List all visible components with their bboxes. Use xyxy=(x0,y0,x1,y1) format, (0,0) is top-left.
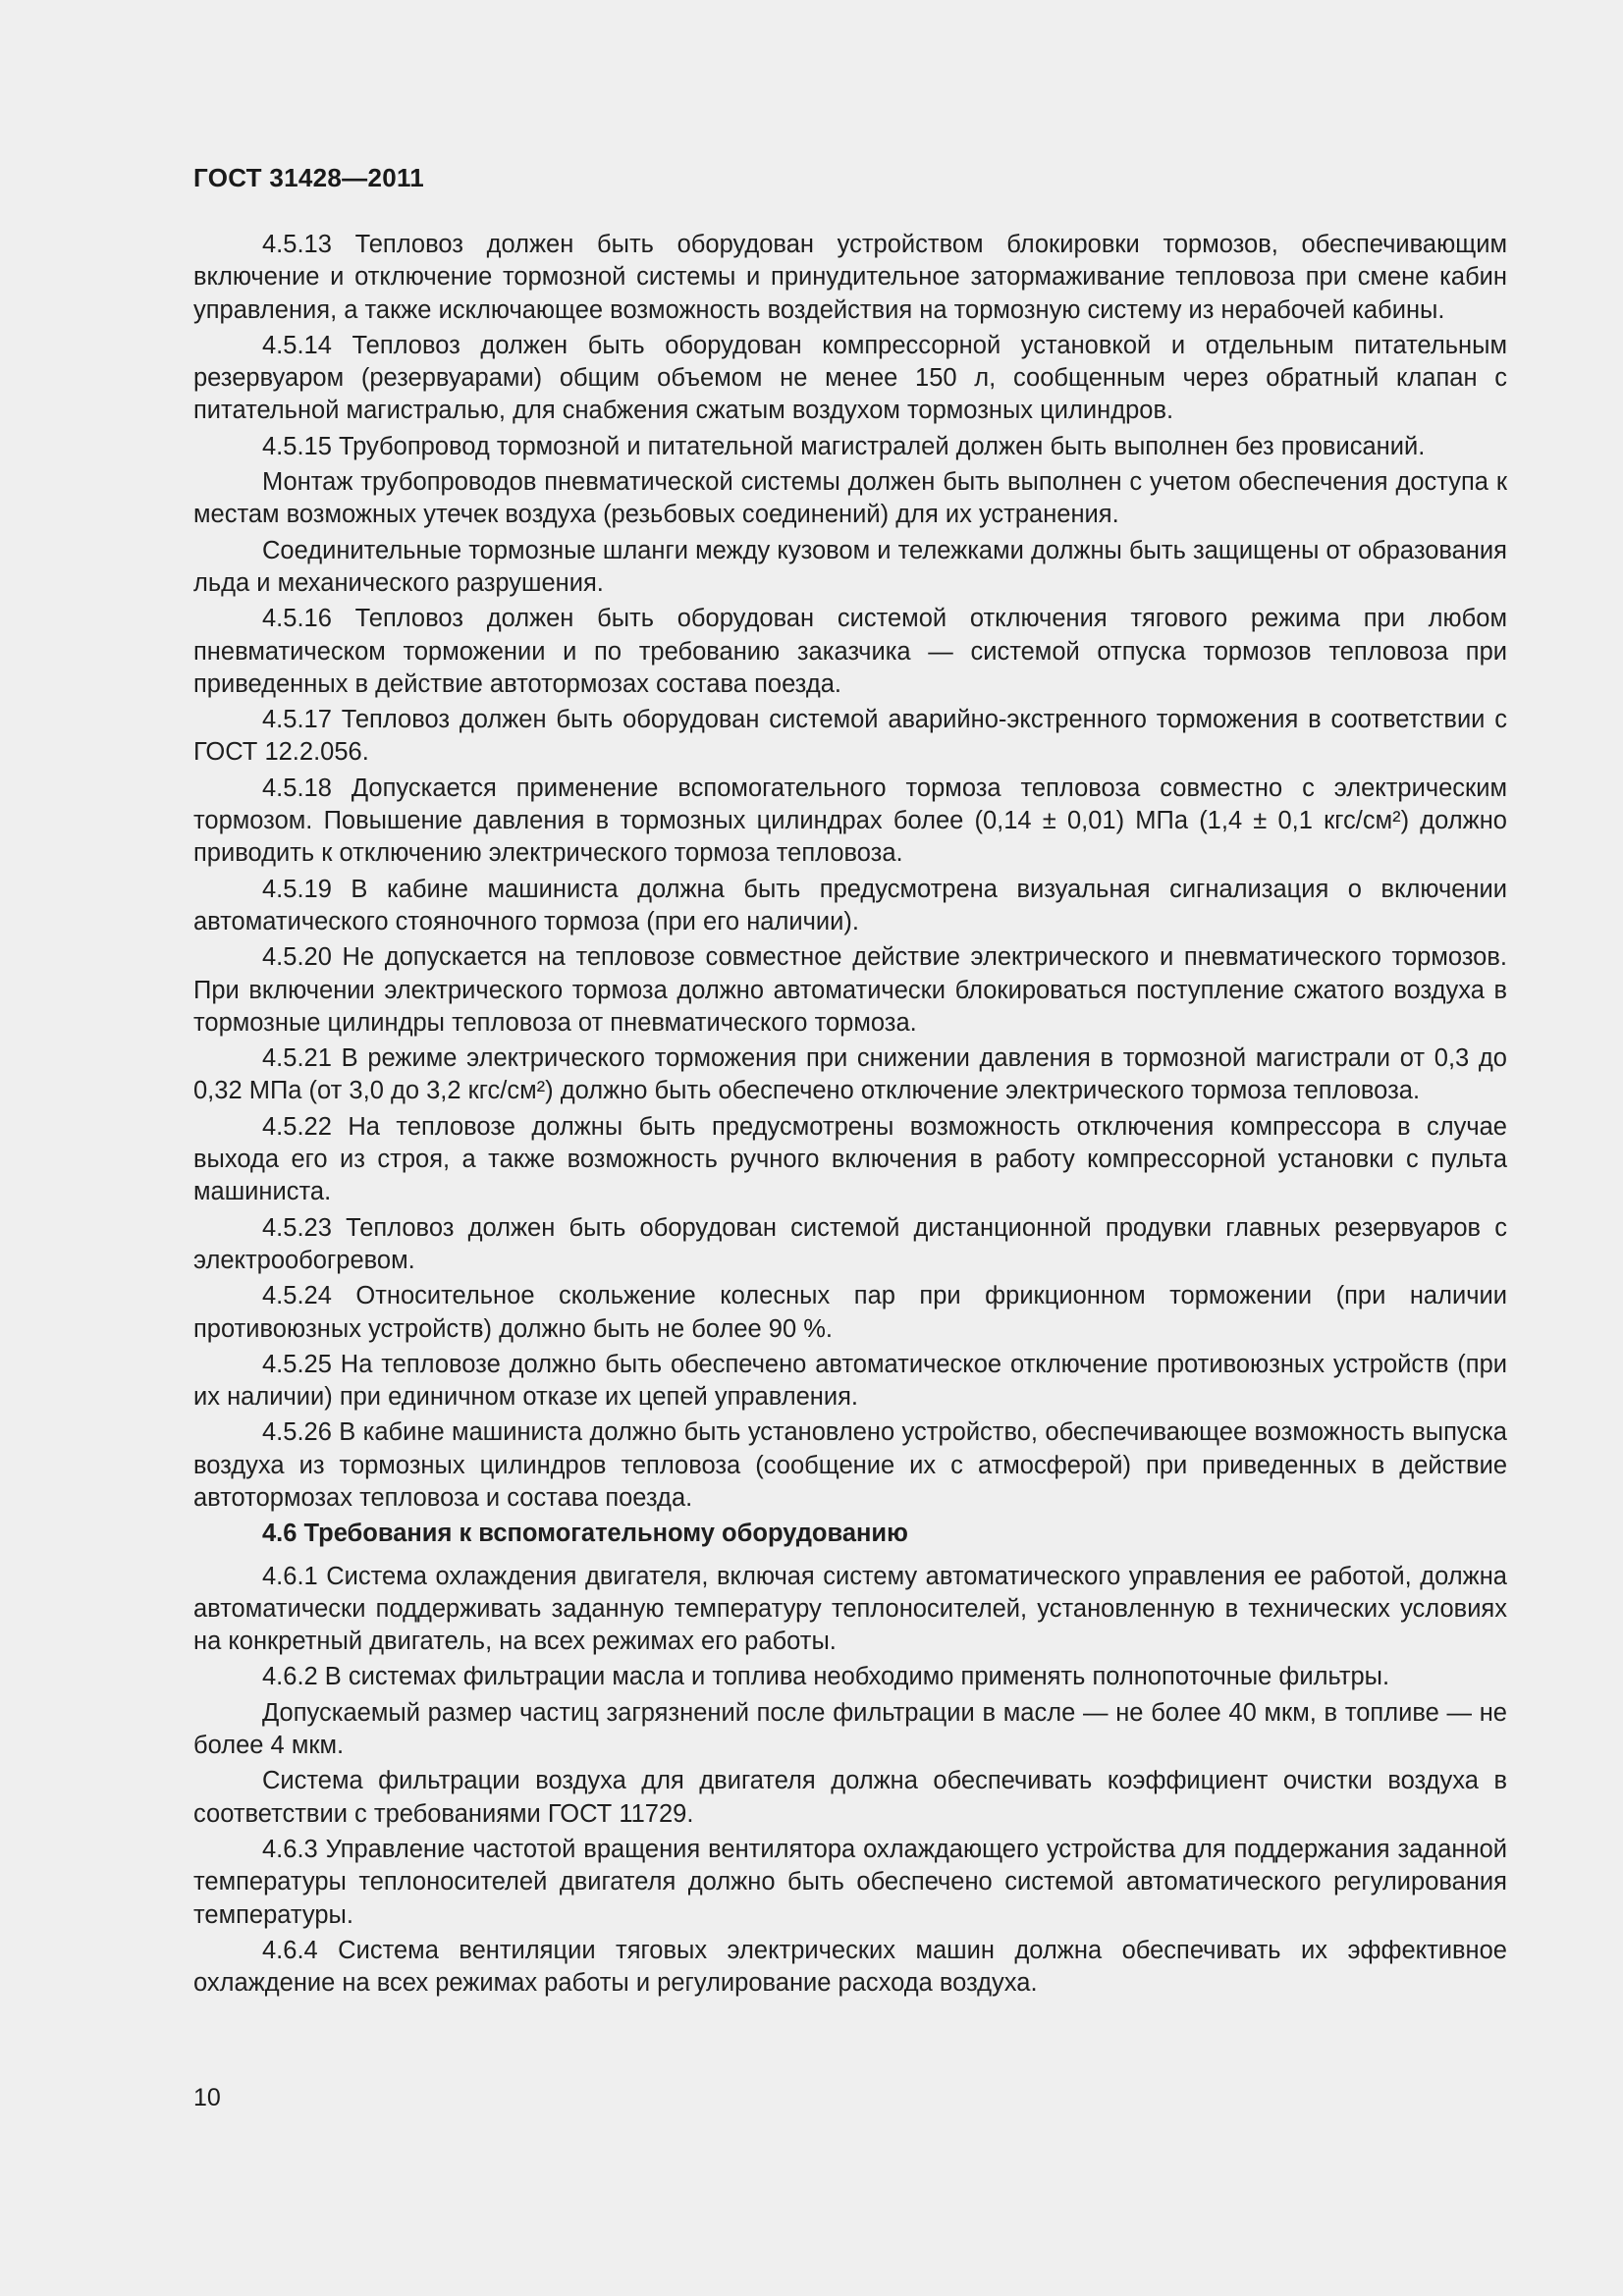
paragraph-4-6-2: 4.6.2 В системах фильтрации масла и топлива необходимо применять полнопоточные фильтры. xyxy=(262,1663,1390,1691)
paragraph-4-5-23: 4.5.23 Тепловоз должен быть оборудован системой дистанционной продувки главных резервуаров с электрообогревом. xyxy=(193,1213,1507,1274)
section-heading-4-6: 4.6 Требования к вспомогательному оборудованию xyxy=(262,1520,908,1548)
paragraph-air-filtration: Система фильтрации воздуха для двигателя должна обеспечивать коэффициент очистки воздуха в соответствии с требованиями ГОСТ 11729. xyxy=(193,1767,1507,1828)
page-number: 10 xyxy=(193,2084,221,2111)
paragraph-4-6-1: 4.6.1 Система охлаждения двигателя, включая систему автоматического управления ее работой, должна автоматически поддерживать заданную температуру теплоносителей, установленную в технических условиях на конкретный двигатель, на всех режимах его работы. xyxy=(193,1562,1507,1656)
paragraph-4-5-13: 4.5.13 Тепловоз должен быть оборудован устройством блокировки тормозов, обеспечивающим включение и отключение тормозной системы и принудительное затормаживание тепловоза при смене кабин управления, а также исключающее возможность воздействия на тормозную систему из нерабочей кабины. xyxy=(193,231,1507,324)
paragraph-4-5-18: 4.5.18 Допускается применение вспомогательного тормоза тепловоза совместно с электрическим тормозом. Повышение давления в тормозных цилиндрах более (0,14 ± 0,01) МПа (1,4 ± 0,1 кгс/см²) должно приводить к отключению электрического тормоза тепловоза. xyxy=(193,774,1507,868)
paragraph-4-5-14: 4.5.14 Тепловоз должен быть оборудован компрессорной установкой и отдельным питательным резервуаром (резервуарами) общим объемом не менее 150 л, сообщенным через обратный клапан с питательной магистралью, для снабжения сжатым воздухом тормозных цилиндров. xyxy=(193,331,1507,425)
paragraph-4-5-26: 4.5.26 В кабине машиниста должно быть установлено устройство, обеспечивающее возможность выпуска воздуха из тормозных цилиндров тепловоза (сообщение их с атмосферой) при приведенных в действие автотормозах тепловоза и состава поезда. xyxy=(193,1418,1507,1512)
paragraph-4-6-3: 4.6.3 Управление частотой вращения вентилятора охлаждающего устройства для поддержания заданной температуры теплоносителей двигателя должно быть обеспечено системой автоматического регулирования температуры. xyxy=(193,1835,1507,1929)
document-code-header: ГОСТ 31428—2011 xyxy=(193,163,425,192)
paragraph-4-5-24: 4.5.24 Относительное скольжение колесных пар при фрикционном торможении (при наличии противоюзных устройств) должно быть не более 90 %. xyxy=(193,1282,1507,1343)
paragraph-4-5-22: 4.5.22 На тепловозе должны быть предусмотрены возможность отключения компрессора в случае выхода его из строя, а также возможность ручного включения в работу компрессорной установки с пульта машиниста. xyxy=(193,1112,1507,1206)
paragraph-4-5-19: 4.5.19 В кабине машиниста должна быть предусмотрена визуальная сигнализация о включении автоматического стояночного тормоза (при его наличии). xyxy=(193,875,1507,935)
paragraph-pipeline-mounting: Монтаж трубопроводов пневматической системы должен быть выполнен с учетом обеспечения доступа к местам возможных утечек воздуха (резьбовых соединений) для их устранения. xyxy=(193,468,1507,529)
paragraph-4-5-16: 4.5.16 Тепловоз должен быть оборудован системой отключения тягового режима при любом пневматическом торможении и по требованию заказчика — системой отпуска тормозов тепловоза при приведенных в действие автотормозах состава поезда. xyxy=(193,605,1507,698)
paragraph-4-6-4: 4.6.4 Система вентиляции тяговых электрических машин должна обеспечивать их эффективное охлаждение на всех режимах работы и регулирование расхода воздуха. xyxy=(193,1936,1507,1998)
paragraph-4-5-25: 4.5.25 На тепловозе должно быть обеспечено автоматическое отключение противоюзных устройств (при их наличии) при единичном отказе их цепей управления. xyxy=(193,1350,1507,1412)
paragraph-brake-hoses: Соединительные тормозные шланги между кузовом и тележками должны быть защищены от образования льда и механического разрушения. xyxy=(193,536,1507,597)
paragraph-4-5-20: 4.5.20 Не допускается на тепловозе совместное действие электрического и пневматического тормозов. При включении электрического тормоза должно автоматически блокироваться поступление сжатого воздуха в тормозные цилиндры тепловоза от пневматического тормоза. xyxy=(193,943,1507,1037)
paragraph-4-5-15: 4.5.15 Трубопровод тормозной и питательной магистралей должен быть выполнен без провисаний. xyxy=(262,432,1426,460)
paragraph-particle-size: Допускаемый размер частиц загрязнений после фильтрации в масле — не более 40 мкм, в топливе — не более 4 мкм. xyxy=(193,1698,1507,1760)
document-body xyxy=(193,229,1507,2002)
paragraph-4-5-21: 4.5.21 В режиме электрического торможения при снижении давления в тормозной магистрали от 0,3 до 0,32 МПа (от 3,0 до 3,2 кгс/см²) должно быть обеспечено отключение электрического тормоза тепловоза. xyxy=(193,1044,1507,1105)
paragraph-4-5-17: 4.5.17 Тепловоз должен быть оборудован системой аварийно-экстренного торможения в соответствии с ГОСТ 12.2.056. xyxy=(193,706,1507,767)
